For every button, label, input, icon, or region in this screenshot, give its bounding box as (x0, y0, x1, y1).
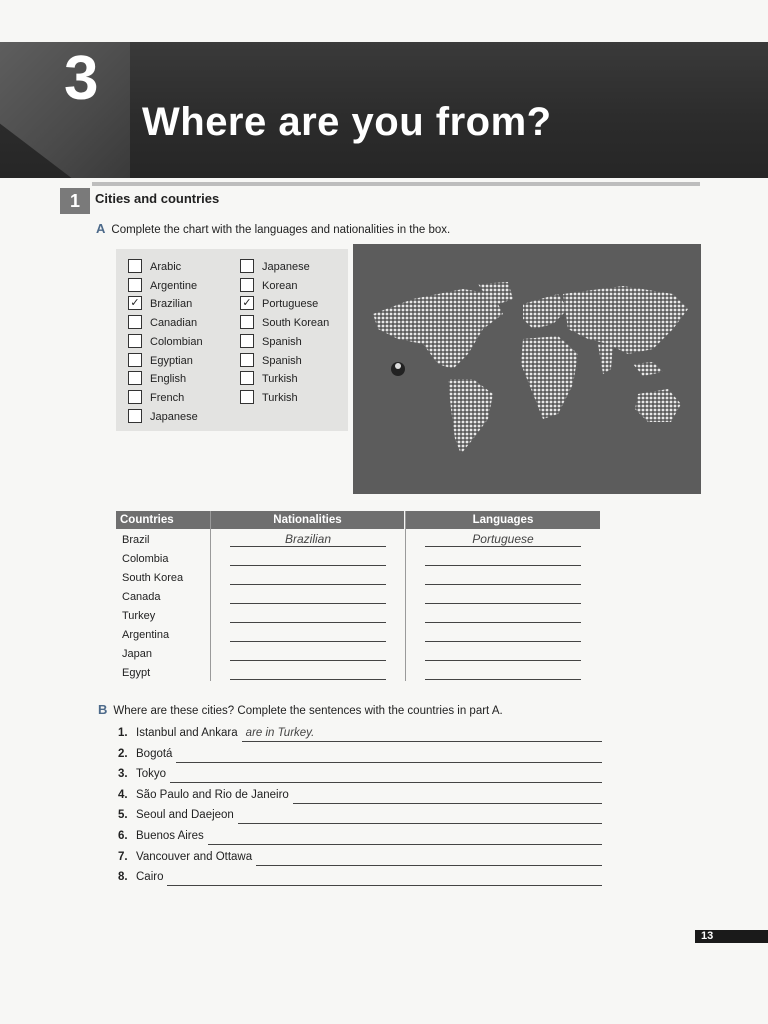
part-b-item (118, 768, 174, 780)
table-country-cell: Colombia (122, 553, 169, 565)
word-box-item (240, 371, 298, 387)
table-header-languages: Languages (406, 511, 600, 529)
answer-line[interactable] (293, 803, 602, 804)
answer-line[interactable] (242, 741, 602, 742)
part-b-item (118, 748, 180, 760)
checked-checkbox-icon[interactable]: ✓ (128, 296, 142, 310)
handwritten-language: Portuguese (472, 532, 534, 546)
checkbox-icon[interactable] (128, 409, 142, 423)
checkbox-icon[interactable] (240, 259, 254, 273)
word-box-item (128, 409, 198, 425)
word-box-word: English (150, 373, 187, 386)
part-b-item (118, 809, 242, 821)
item-number: 1. (118, 727, 128, 739)
checkbox-icon[interactable] (240, 353, 254, 367)
table-header-nationalities: Nationalities (211, 511, 404, 529)
answer-line-language[interactable] (425, 660, 581, 661)
part-b-item (118, 871, 171, 883)
word-box-item (240, 278, 297, 294)
answer-line[interactable] (167, 885, 602, 886)
answer-line-nationality[interactable] (230, 622, 386, 623)
answer-line-language[interactable] (425, 603, 581, 604)
answer-line-nationality[interactable] (230, 584, 386, 585)
word-box-item (240, 353, 302, 369)
answer-line-language[interactable] (425, 641, 581, 642)
checkbox-icon[interactable] (240, 315, 254, 329)
word-box-item (240, 296, 318, 312)
table-column-divider (405, 511, 406, 681)
word-box-item (128, 315, 197, 331)
table-country-cell: South Korea (122, 572, 184, 584)
part-b-item (118, 789, 297, 801)
word-box-word: Japanese (150, 410, 198, 423)
item-prompt: Buenos Aires (136, 830, 204, 842)
item-number: 5. (118, 809, 128, 822)
answer-line[interactable] (256, 865, 602, 866)
checkbox-icon[interactable] (240, 371, 254, 385)
handwritten-nationality: Brazilian (284, 532, 332, 546)
answer-line-language[interactable] (425, 584, 581, 585)
checkbox-icon[interactable] (128, 315, 142, 329)
part-b-letter: B (98, 702, 108, 717)
checkbox-icon[interactable] (128, 390, 142, 404)
table-country-cell: Argentina (122, 629, 170, 641)
item-number: 3. (118, 768, 128, 781)
handwritten-answer: are in Turkey. (245, 727, 315, 739)
table-country-cell: Turkey (122, 610, 156, 622)
part-a-instruction (96, 221, 450, 236)
chapter-title: Where are you from? (142, 100, 552, 144)
answer-line-nationality[interactable] (230, 679, 386, 680)
word-box-word: Korean (262, 279, 298, 292)
word-box-word: Spanish (262, 354, 302, 367)
word-box-item (128, 371, 186, 387)
word-box-item (240, 315, 329, 331)
word-box-item (240, 334, 302, 350)
word-box-word: Japanese (262, 261, 310, 273)
item-number: 6. (118, 830, 128, 842)
checkbox-icon[interactable] (128, 334, 142, 348)
part-b-instruction-text: Where are these cities? Complete the sentences with the countries in part A. (113, 705, 503, 717)
word-box-word: Arabic (150, 261, 182, 273)
word-box-word: Turkish (262, 373, 298, 386)
word-box-item (240, 390, 298, 406)
checkbox-icon[interactable] (240, 334, 254, 348)
answer-line-nationality[interactable] (230, 660, 386, 661)
word-box-word: French (150, 391, 185, 404)
word-box-item (128, 278, 197, 294)
answer-line[interactable] (170, 782, 602, 783)
part-b-item (118, 727, 314, 739)
item-prompt: Cairo (136, 871, 164, 884)
answer-line[interactable] (176, 762, 602, 763)
word-box-word: Turkish (262, 391, 298, 404)
world-map-photo (353, 244, 701, 494)
word-box-item (128, 296, 192, 312)
checkbox-icon[interactable] (128, 353, 142, 367)
word-box-item (128, 353, 193, 369)
part-a-letter: A (96, 221, 106, 236)
checkbox-icon[interactable] (240, 390, 254, 404)
answer-line-nationality[interactable] (230, 565, 386, 566)
part-b-item (118, 830, 212, 842)
word-box (116, 249, 348, 431)
answer-line-language[interactable] (425, 622, 581, 623)
answer-line-nationality[interactable] (230, 603, 386, 604)
checkbox-icon[interactable] (128, 259, 142, 273)
word-box-word: South Korean (262, 317, 330, 330)
table-country-cell: Brazil (122, 534, 150, 546)
item-number: 2. (118, 747, 128, 760)
table-column-divider (210, 511, 211, 681)
item-prompt: Seoul and Daejeon (136, 809, 234, 822)
checkbox-icon[interactable] (240, 278, 254, 292)
word-box-word: Portuguese (262, 298, 319, 311)
word-box-item (128, 390, 184, 406)
world-map-illustration (353, 244, 701, 494)
item-prompt: Vancouver and Ottawa (136, 850, 253, 863)
table-country-cell: Canada (122, 591, 161, 603)
table-header-countries: Countries (116, 511, 213, 529)
word-box-word: Egyptian (150, 354, 193, 367)
word-box-item (128, 259, 181, 275)
word-box-word: Colombian (150, 335, 203, 348)
checkbox-icon[interactable] (128, 371, 142, 385)
checkbox-icon[interactable] (128, 278, 142, 292)
item-number: 7. (118, 850, 128, 863)
item-number: 4. (118, 788, 128, 801)
word-box-word: Argentine (150, 279, 198, 292)
part-b-item (118, 851, 260, 863)
answer-line-language[interactable] (425, 565, 581, 566)
item-prompt: São Paulo and Rio de Janeiro (136, 788, 289, 801)
item-number: 8. (118, 871, 128, 884)
table-country-cell: Egypt (122, 667, 151, 679)
checked-checkbox-icon[interactable]: ✓ (240, 296, 254, 310)
word-box-word: Canadian (150, 317, 198, 330)
answer-line-language[interactable] (425, 546, 581, 547)
section-number: 1 (60, 188, 90, 214)
page-number: 13 (695, 930, 768, 943)
answer-line-nationality[interactable] (230, 641, 386, 642)
word-box-word: Spanish (262, 335, 302, 348)
answer-line-language[interactable] (425, 679, 581, 680)
answer-line-nationality[interactable] (230, 546, 386, 547)
section-rule (92, 182, 700, 186)
item-prompt: Bogotá (136, 747, 173, 760)
item-prompt: Istanbul and Ankara (136, 727, 238, 739)
chapter-number: 3 (64, 44, 99, 113)
item-prompt: Tokyo (136, 768, 167, 781)
word-box-word: Brazilian (150, 298, 193, 311)
part-b-instruction (98, 702, 503, 717)
answer-line[interactable] (238, 823, 602, 824)
section-title: Cities and countries (95, 191, 220, 206)
part-a-instruction-text: Complete the chart with the languages and nationalities in the box. (111, 224, 451, 236)
answer-line[interactable] (208, 844, 602, 845)
word-box-item (240, 259, 310, 275)
word-box-item (128, 334, 203, 350)
table-country-cell: Japan (122, 648, 152, 660)
